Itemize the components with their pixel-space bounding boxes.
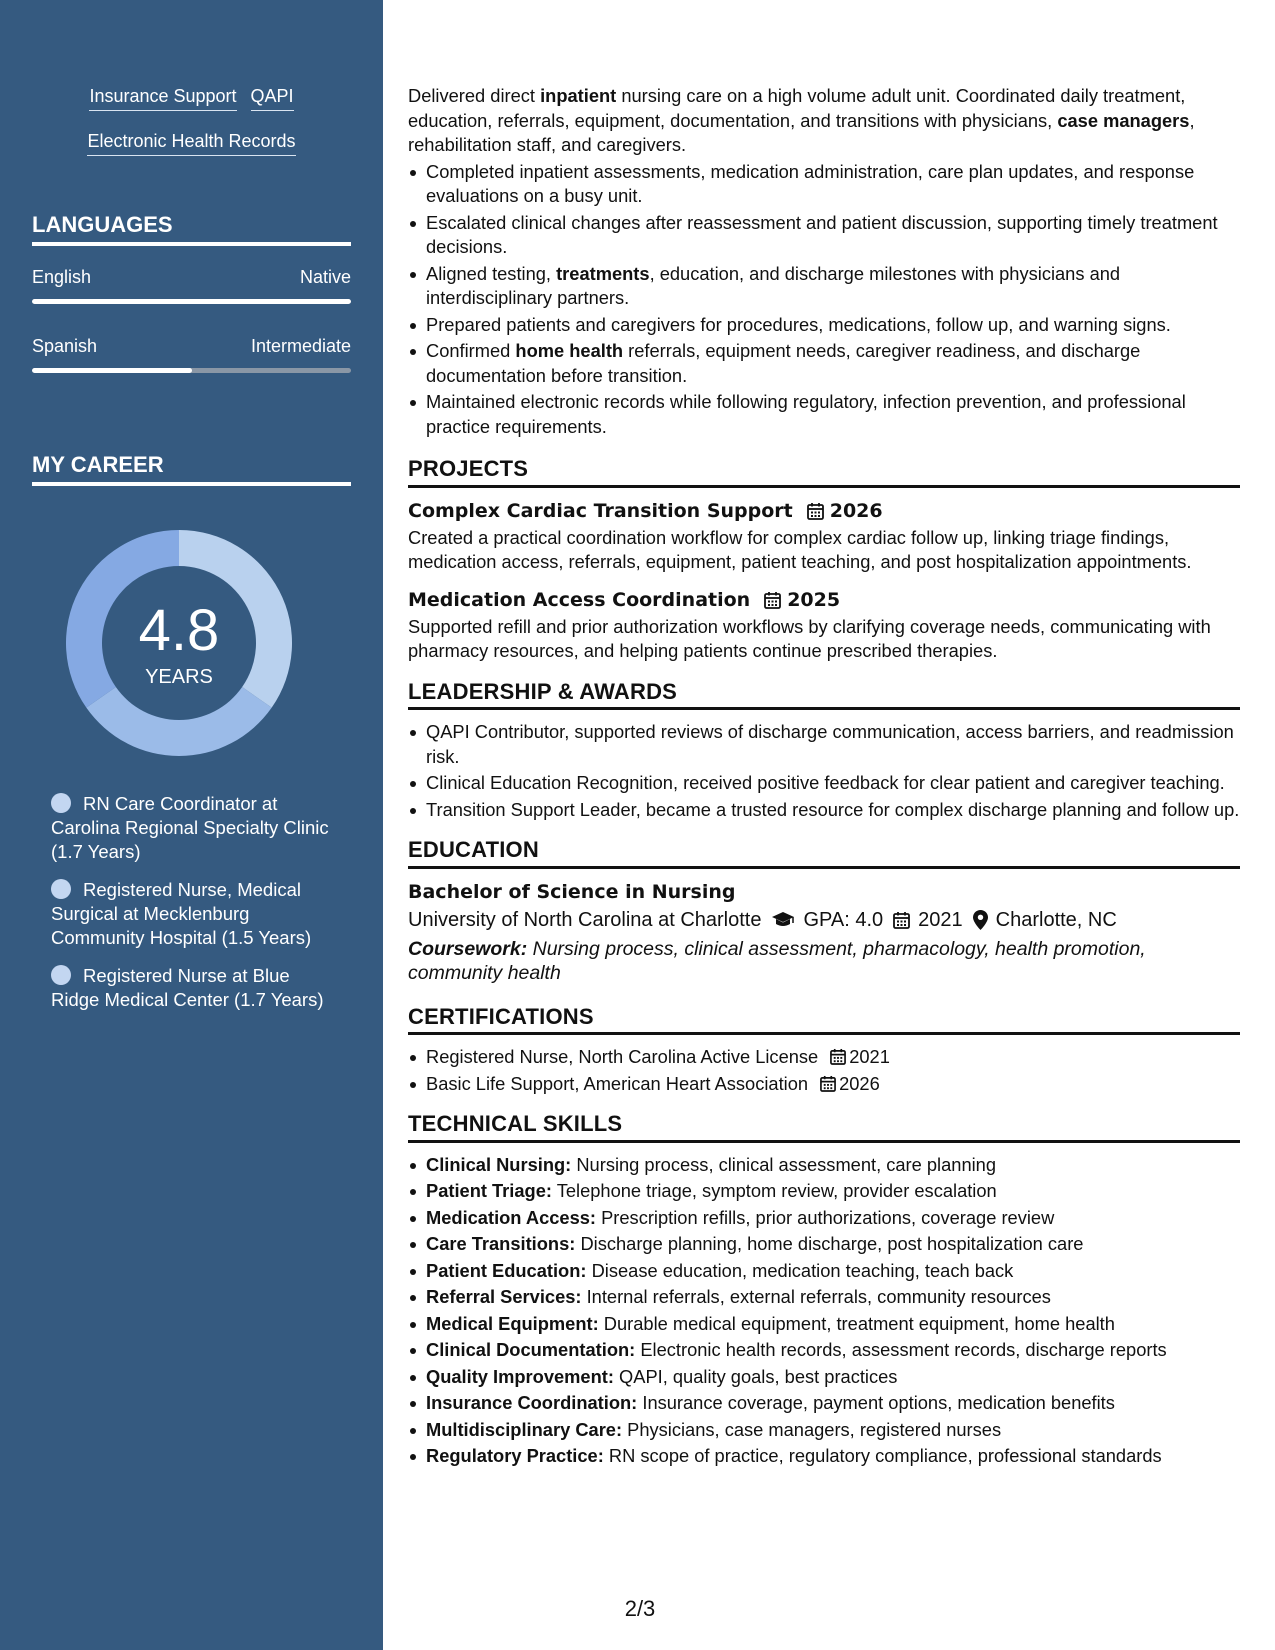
skill-category: Care Transitions: [426, 1233, 576, 1254]
text-run: Confirmed [426, 340, 516, 361]
skill-values: Disease education, medication teaching, teach back [591, 1259, 1014, 1281]
certifications-heading: CERTIFICATIONS [408, 1005, 1240, 1036]
language-row [32, 267, 351, 291]
skill-item [408, 1338, 1240, 1363]
skill-category: Patient Education: [426, 1259, 587, 1281]
skill-item [408, 1259, 1240, 1284]
skill-values: Internal referrals, external referrals, community resources [586, 1286, 1051, 1307]
experience-bullet [408, 160, 1240, 209]
emphasized-text: inpatient [540, 85, 617, 106]
skill-values: Discharge planning, home discharge, post hospitalization care [580, 1233, 1084, 1254]
leadership-list [408, 720, 1240, 822]
leadership-heading: LEADERSHIP & AWARDS [408, 680, 1240, 711]
skill-values: Physicians, case managers, registered nurses [627, 1418, 1002, 1440]
career-item [51, 792, 341, 864]
career-item [51, 878, 341, 950]
text-run: Maintained electronic records while following regulatory, infection prevention, and professional practice requirements. [426, 391, 1186, 437]
graduation-cap-icon [771, 911, 795, 929]
location-pin-icon [973, 910, 988, 930]
language-name: English [32, 267, 92, 287]
skill-item [408, 1418, 1240, 1443]
skill-values: Telephone triage, symptom review, provider escalation [556, 1180, 997, 1201]
project-title-row [408, 587, 1240, 613]
text-run: nursing care on a high volume adult unit. Coordinated daily treatment, education, referrals, equipment, documentation, and transitions with physicians, [408, 85, 1186, 131]
skill-values: Durable medical equipment, treatment equipment, home health [603, 1312, 1115, 1334]
certification-item [408, 1045, 1240, 1070]
experience-bullet [408, 339, 1240, 388]
project-year: 2025 [787, 588, 841, 611]
technical-skills-heading: TECHNICAL SKILLS [408, 1112, 1240, 1143]
graduation-year: 2021 [918, 908, 963, 931]
skill-category: Patient Triage: [426, 1180, 552, 1201]
text-run: Prepared patients and caregivers for procedures, medications, follow up, and warning signs. [426, 313, 1171, 335]
experience-bullet [408, 211, 1240, 260]
certifications-list [408, 1045, 1240, 1096]
skill-values: Prescription refills, prior authorizations, coverage review [601, 1206, 1055, 1228]
career-item-text: Registered Nurse at Blue Ridge Medical Center (1.7 Years) [51, 965, 324, 1010]
calendar-icon [820, 1075, 836, 1092]
certification-name: Basic Life Support, American Heart Association [426, 1072, 809, 1094]
career-item [51, 964, 341, 1012]
career-item-text: RN Care Coordinator at Carolina Regional Specialty Clinic (1.7 Years) [51, 793, 329, 862]
certification-year: 2026 [839, 1072, 880, 1094]
emphasized-text: case managers [1057, 109, 1190, 131]
project-title-row [408, 498, 1240, 524]
skill-item [408, 1285, 1240, 1310]
text-run: Aligned testing, [426, 262, 557, 284]
project-title: Complex Cardiac Transition Support [408, 499, 793, 522]
experience-bullet [408, 390, 1240, 439]
skill-item [408, 1232, 1240, 1257]
page-number: 2/3 [624, 1596, 656, 1621]
text-run: Delivered direct [408, 85, 541, 106]
leadership-item: QAPI Contributor, supported reviews of discharge communication, access barriers, and readmission risk. [408, 720, 1240, 769]
language-row [32, 336, 351, 360]
skill-item [408, 1206, 1240, 1231]
career-total-years: 4.8 [138, 598, 220, 663]
language-proficiency-bar [32, 368, 351, 373]
emphasized-text: home health [515, 340, 624, 361]
technical-skills-list [408, 1153, 1240, 1469]
project-title: Medication Access Coordination [408, 588, 751, 611]
skill-category: Insurance Coordination: [426, 1392, 638, 1413]
career-dot-icon [51, 965, 71, 985]
skill-values: QAPI, quality goals, best practices [619, 1365, 898, 1387]
skill-item [408, 1365, 1240, 1390]
skill-item [408, 1153, 1240, 1178]
skill-tag: QAPI [251, 86, 294, 111]
language-proficiency-fill [32, 368, 192, 373]
skill-values: Electronic health records, assessment records, discharge reports [640, 1339, 1167, 1360]
project-description: Created a practical coordination workflow for complex cardiac follow up, linking triage findings, medication access, referrals, equipment, patient teaching, and post hospitalization appointments. [408, 526, 1192, 572]
experience-bullet [408, 262, 1240, 311]
degree-title: Bachelor of Science in Nursing [408, 880, 736, 903]
skill-tag: Insurance Support [89, 86, 236, 111]
projects-heading: PROJECTS [408, 457, 1240, 488]
calendar-icon [830, 1048, 846, 1065]
languages-heading: LANGUAGES [32, 212, 351, 246]
education-heading: EDUCATION [408, 838, 1240, 869]
project-year: 2026 [829, 499, 883, 522]
skill-tags-row-2 [32, 131, 351, 156]
skill-item [408, 1444, 1240, 1469]
calendar-icon [807, 502, 824, 520]
career-list [51, 792, 341, 1026]
experience-bullet [408, 313, 1240, 338]
skill-category: Medical Equipment: [426, 1312, 599, 1334]
coursework-text: Nursing process, clinical assessment, pharmacology, health promotion, community health [408, 937, 1146, 984]
language-level: Native [299, 267, 351, 287]
certification-name: Registered Nurse, North Carolina Active License [426, 1046, 819, 1067]
gpa: GPA: 4.0 [803, 908, 884, 931]
text-run: Completed inpatient assessments, medication administration, care plan updates, and response evaluations on a busy unit. [426, 160, 1195, 206]
language-name: Spanish [32, 336, 98, 356]
school-name: University of North Carolina at Charlotte [408, 908, 762, 931]
skill-item [408, 1391, 1240, 1416]
skill-category: Clinical Nursing: [426, 1153, 572, 1175]
skill-tag: Electronic Health Records [87, 131, 295, 156]
career-segment-2 [86, 687, 271, 756]
text-run: Escalated clinical changes after reassessment and patient discussion, supporting timely treatment decisions. [426, 211, 1218, 257]
language-proficiency-bar [32, 299, 351, 304]
certification-item [408, 1072, 1240, 1097]
skill-category: Quality Improvement: [426, 1365, 614, 1387]
language-level: Intermediate [250, 336, 351, 356]
skill-category: Referral Services: [426, 1286, 582, 1307]
skill-values: Nursing process, clinical assessment, care planning [576, 1153, 997, 1175]
language-proficiency-fill [32, 299, 351, 304]
skill-values: RN scope of practice, regulatory compliance, professional standards [608, 1445, 1162, 1466]
skill-category: Medication Access: [426, 1206, 597, 1228]
sidebar [0, 0, 383, 1650]
coursework-label: Coursework: [408, 937, 528, 960]
education-meta [408, 905, 1240, 935]
skill-category: Regulatory Practice: [426, 1445, 604, 1466]
career-heading: MY CAREER [32, 452, 351, 486]
skill-category: Multidisciplinary Care: [426, 1418, 623, 1440]
skill-tags-row-1 [32, 86, 351, 111]
calendar-icon [893, 911, 910, 929]
experience-bullets [408, 160, 1240, 440]
text-run: , education, and discharge milestones with physicians and interdisciplinary partners. [426, 262, 1121, 308]
career-dot-icon [51, 879, 71, 899]
skill-item [408, 1312, 1240, 1337]
text-run: , rehabilitation staff, and caregivers. [408, 109, 1195, 155]
school-location: Charlotte, NC [995, 908, 1117, 931]
skill-category: Clinical Documentation: [426, 1339, 636, 1360]
project-description: Supported refill and prior authorization workflows by clarifying coverage needs, communicating with pharmacy resources, and helping patients continue prescribed therapies. [408, 615, 1211, 661]
text-run: referrals, equipment needs, caregiver readiness, and discharge documentation before transition. [426, 340, 1141, 386]
experience-intro [408, 84, 1240, 158]
certification-year: 2021 [849, 1046, 890, 1067]
career-dot-icon [51, 793, 71, 813]
leadership-item: Clinical Education Recognition, received positive feedback for clear patient and caregiver teaching. [408, 771, 1240, 796]
main-content [408, 84, 1240, 1471]
leadership-item: Transition Support Leader, became a trusted resource for complex discharge planning and follow up. [408, 798, 1240, 823]
calendar-icon [764, 591, 781, 609]
emphasized-text: treatments [556, 262, 650, 284]
skill-values: Insurance coverage, payment options, medication benefits [642, 1392, 1115, 1413]
career-years-unit: YEARS [145, 666, 213, 688]
coursework [408, 937, 1240, 985]
skill-item [408, 1179, 1240, 1204]
career-item-text: Registered Nurse, Medical Surgical at Mecklenburg Community Hospital (1.5 Years) [51, 879, 312, 948]
